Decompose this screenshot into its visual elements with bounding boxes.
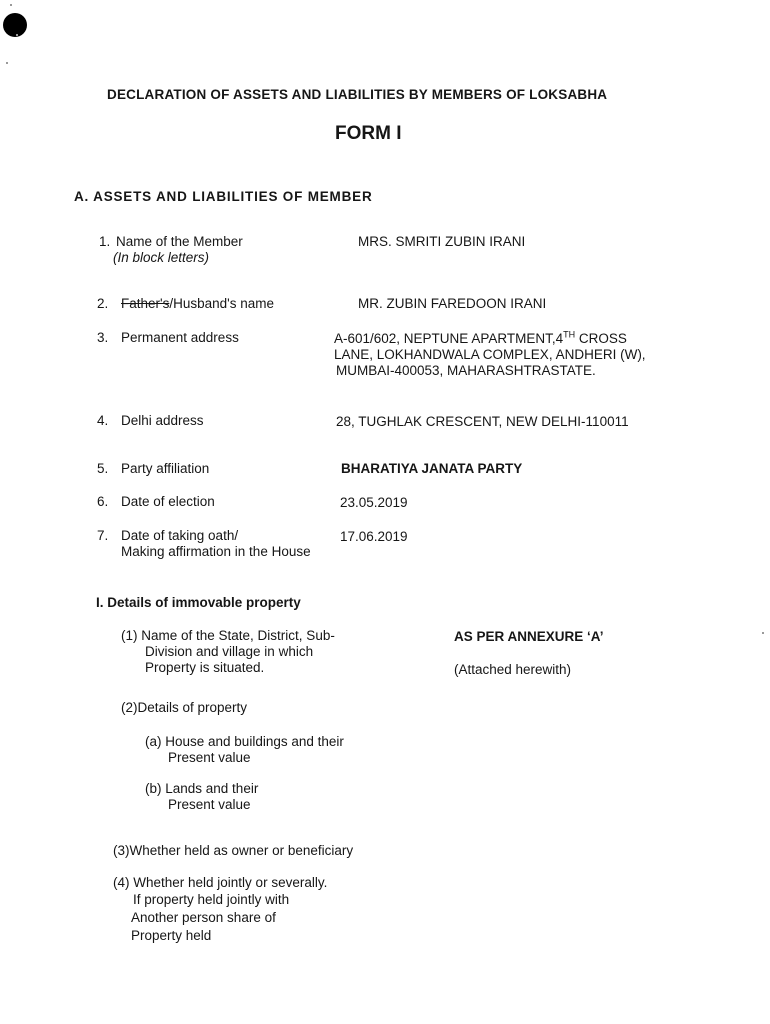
struck-text: Father's (121, 296, 170, 311)
punch-hole (3, 13, 27, 37)
q2a-line1: (a) House and buildings and their (145, 734, 344, 749)
label-text: /Husband's name (169, 296, 274, 311)
husband-name-label (121, 296, 274, 312)
permanent-address-label: Permanent address (121, 330, 239, 345)
party-affiliation-label: Party affiliation (121, 461, 210, 476)
oath-date-label: Date of taking oath/ (121, 528, 239, 543)
q1-line2: Division and village in which (145, 644, 314, 659)
permanent-address-line2: LANE, LOKHANDWALA COMPLEX, ANDHERI (W), (334, 347, 646, 362)
form-title: FORM I (335, 123, 402, 144)
permanent-address-line3: MUMBAI-400053, MAHARASHTRASTATE. (336, 363, 596, 378)
oath-date-value: 17.06.2019 (340, 529, 408, 544)
q4-line4: Property held (131, 928, 212, 943)
item-number: 6. (97, 494, 109, 509)
address-text: A-601/602, NEPTUNE APARTMENT,4 (334, 331, 564, 346)
q1-line3: Property is situated. (145, 660, 265, 675)
q2b-line1: (b) Lands and their (145, 781, 259, 796)
q2-details: (2)Details of property (121, 700, 248, 715)
scan-speck (16, 34, 18, 36)
scan-speck (762, 632, 764, 634)
q2a-line2: Present value (168, 750, 251, 765)
delhi-address-value: 28, TUGHLAK CRESCENT, NEW DELHI-110011 (336, 414, 629, 429)
party-affiliation-value: BHARATIYA JANATA PARTY (341, 461, 523, 476)
q3-ownership: (3)Whether held as owner or beneficiary (113, 843, 354, 858)
delhi-address-label: Delhi address (121, 413, 204, 428)
member-name-label: Name of the Member (116, 234, 243, 249)
q4-line1: (4) Whether held jointly or severally. (113, 875, 328, 890)
item-number: 1. (99, 234, 111, 249)
attached-note: (Attached herewith) (454, 662, 572, 677)
member-name-value: MRS. SMRITI ZUBIN IRANI (358, 234, 526, 249)
immovable-property-heading: I. Details of immovable property (96, 595, 301, 610)
q2b-line2: Present value (168, 797, 251, 812)
item-number: 5. (97, 461, 109, 476)
address-text: CROSS (575, 331, 627, 346)
scan-speck (6, 62, 8, 64)
scan-speck (10, 4, 12, 6)
item-number: 2. (97, 296, 109, 311)
item-number: 4. (97, 413, 109, 428)
item-number: 3. (97, 330, 109, 345)
q1-line1: (1) Name of the State, District, Sub- (121, 628, 335, 643)
election-date-value: 23.05.2019 (340, 495, 408, 510)
item-number: 7. (97, 528, 109, 543)
annexure-reference: AS PER ANNEXURE ‘A’ (454, 629, 604, 644)
permanent-address-line1 (334, 331, 627, 347)
election-date-label: Date of election (121, 494, 215, 509)
husband-name-value: MR. ZUBIN FAREDOON IRANI (358, 296, 547, 311)
q4-line3: Another person share of (131, 910, 276, 925)
member-name-hint: (In block letters) (113, 250, 210, 265)
declaration-title: DECLARATION OF ASSETS AND LIABILITIES BY MEMBERS OF LOKSABHA (107, 87, 608, 102)
ordinal-superscript: TH (563, 329, 576, 340)
q4-line2: If property held jointly with (133, 892, 290, 907)
section-a-heading: A. ASSETS AND LIABILITIES OF MEMBER (74, 189, 373, 204)
oath-date-label-cont: Making affirmation in the House (121, 544, 311, 559)
